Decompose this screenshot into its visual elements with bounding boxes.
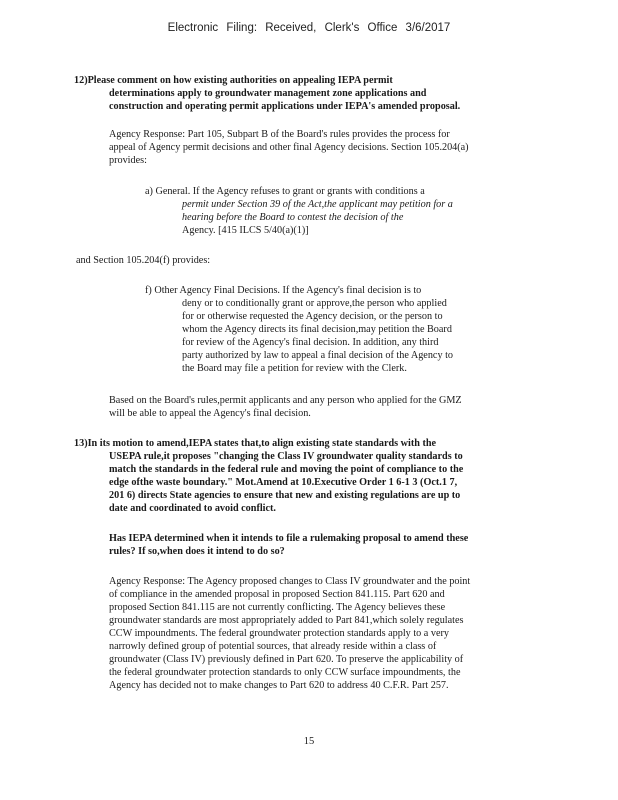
response-line: of compliance in the amended proposal in proposed Section 841.115. Part 620 and — [109, 589, 445, 600]
question-13 — [74, 437, 534, 515]
quote-105-204f — [145, 284, 525, 375]
question-line: determinations apply to groundwater management zone applications and — [109, 88, 427, 99]
and-section-line: and Section 105.204(f) provides: — [76, 255, 211, 266]
question-line: match the standards in the federal rule and moving the point of compliance to the — [109, 464, 464, 475]
question-12 — [74, 74, 524, 113]
quote-line: party authorized by law to appeal a final decision of the Agency to — [182, 350, 454, 361]
quote-line: hearing before the Board to contest the decision of the — [182, 212, 404, 223]
paragraph-line: Based on the Board's rules,permit applicants and any person who applied for the GMZ — [109, 395, 462, 406]
quote-line: whom the Agency directs its final decision,may petition the Board — [182, 324, 452, 335]
page-number: 15 — [303, 736, 315, 747]
response-line: proposed Section 841.115 are not currently conflicting. The Agency believes these — [109, 602, 446, 613]
quote-line: permit under Section 39 of the Act,the applicant may petition for a — [182, 199, 453, 210]
question-line: edge ofthe waste boundary." Mot.Amend at 10.Executive Order 1 6-1 3 (Oct.1 7, — [109, 477, 458, 488]
quote-line: for review of the Agency's final decision. In addition, any third — [182, 337, 439, 348]
question-line: construction and operating permit applications under IEPA's amended proposal. — [109, 101, 461, 112]
response-line: groundwater standards are most appropriately added to Part 841,which solely regulates — [109, 615, 464, 626]
quote-line: for or otherwise requested the Agency decision, or the person to — [182, 311, 443, 322]
response-line: Agency has decided not to make changes to Part 620 to address 40 C.F.R. Part 257. — [109, 680, 449, 691]
response-line: the federal groundwater protection standards to only CCW surface impoundments, the — [109, 667, 461, 678]
quote-line: a) General. If the Agency refuses to grant or grants with conditions a — [145, 186, 425, 197]
question-line: rules? If so,when does it intend to do so? — [109, 546, 285, 557]
question-line: Has IEPA determined when it intends to file a rulemaking proposal to amend these — [109, 533, 469, 544]
question-13-followup — [109, 532, 534, 558]
response-line: Agency Response: The Agency proposed changes to Class IV groundwater and the point — [109, 576, 471, 587]
quote-line: deny or to conditionally grant or approve,the person who applied — [182, 298, 447, 309]
quote-105-204a — [145, 185, 525, 237]
question-line: USEPA rule,it proposes "changing the Class IV groundwater quality standards to — [109, 451, 463, 462]
quote-line: the Board may file a petition for review with the Clerk. — [182, 363, 407, 374]
response-line: Agency Response: Part 105, Subpart B of the Board's rules provides the process for — [109, 129, 450, 140]
question-line: 12)Please comment on how existing authorities on appealing IEPA permit — [74, 75, 393, 86]
based-paragraph — [109, 394, 529, 420]
response-12 — [109, 128, 529, 167]
response-line: groundwater (Class IV) previously defined in Part 620. To preserve the applicability of — [109, 654, 464, 665]
question-line: 201 6) directs State agencies to ensure that new and existing regulations are up to — [109, 490, 461, 501]
response-line: provides: — [109, 155, 147, 166]
response-line: appeal of Agency permit decisions and other final Agency decisions. Section 105.204(a) — [109, 142, 469, 153]
paragraph-line: will be able to appeal the Agency's final decision. — [109, 408, 311, 419]
filing-header: Electronic Filing: Received, Clerk's Office 3/6/2017 — [167, 22, 451, 34]
response-line: narrowly defined group of potential sources, that already reside within a class of — [109, 641, 437, 652]
question-line: 13)In its motion to amend,IEPA states that,to align existing state standards with the — [74, 438, 437, 449]
response-line: CCW impoundments. The federal groundwater protection standards apply to a very — [109, 628, 449, 639]
response-13 — [109, 575, 534, 692]
question-line: date and coordinated to avoid conflict. — [109, 503, 276, 514]
quote-line: Agency. [415 ILCS 5/40(a)(1)] — [182, 225, 309, 236]
quote-line: f) Other Agency Final Decisions. If the Agency's final decision is to — [145, 285, 422, 296]
